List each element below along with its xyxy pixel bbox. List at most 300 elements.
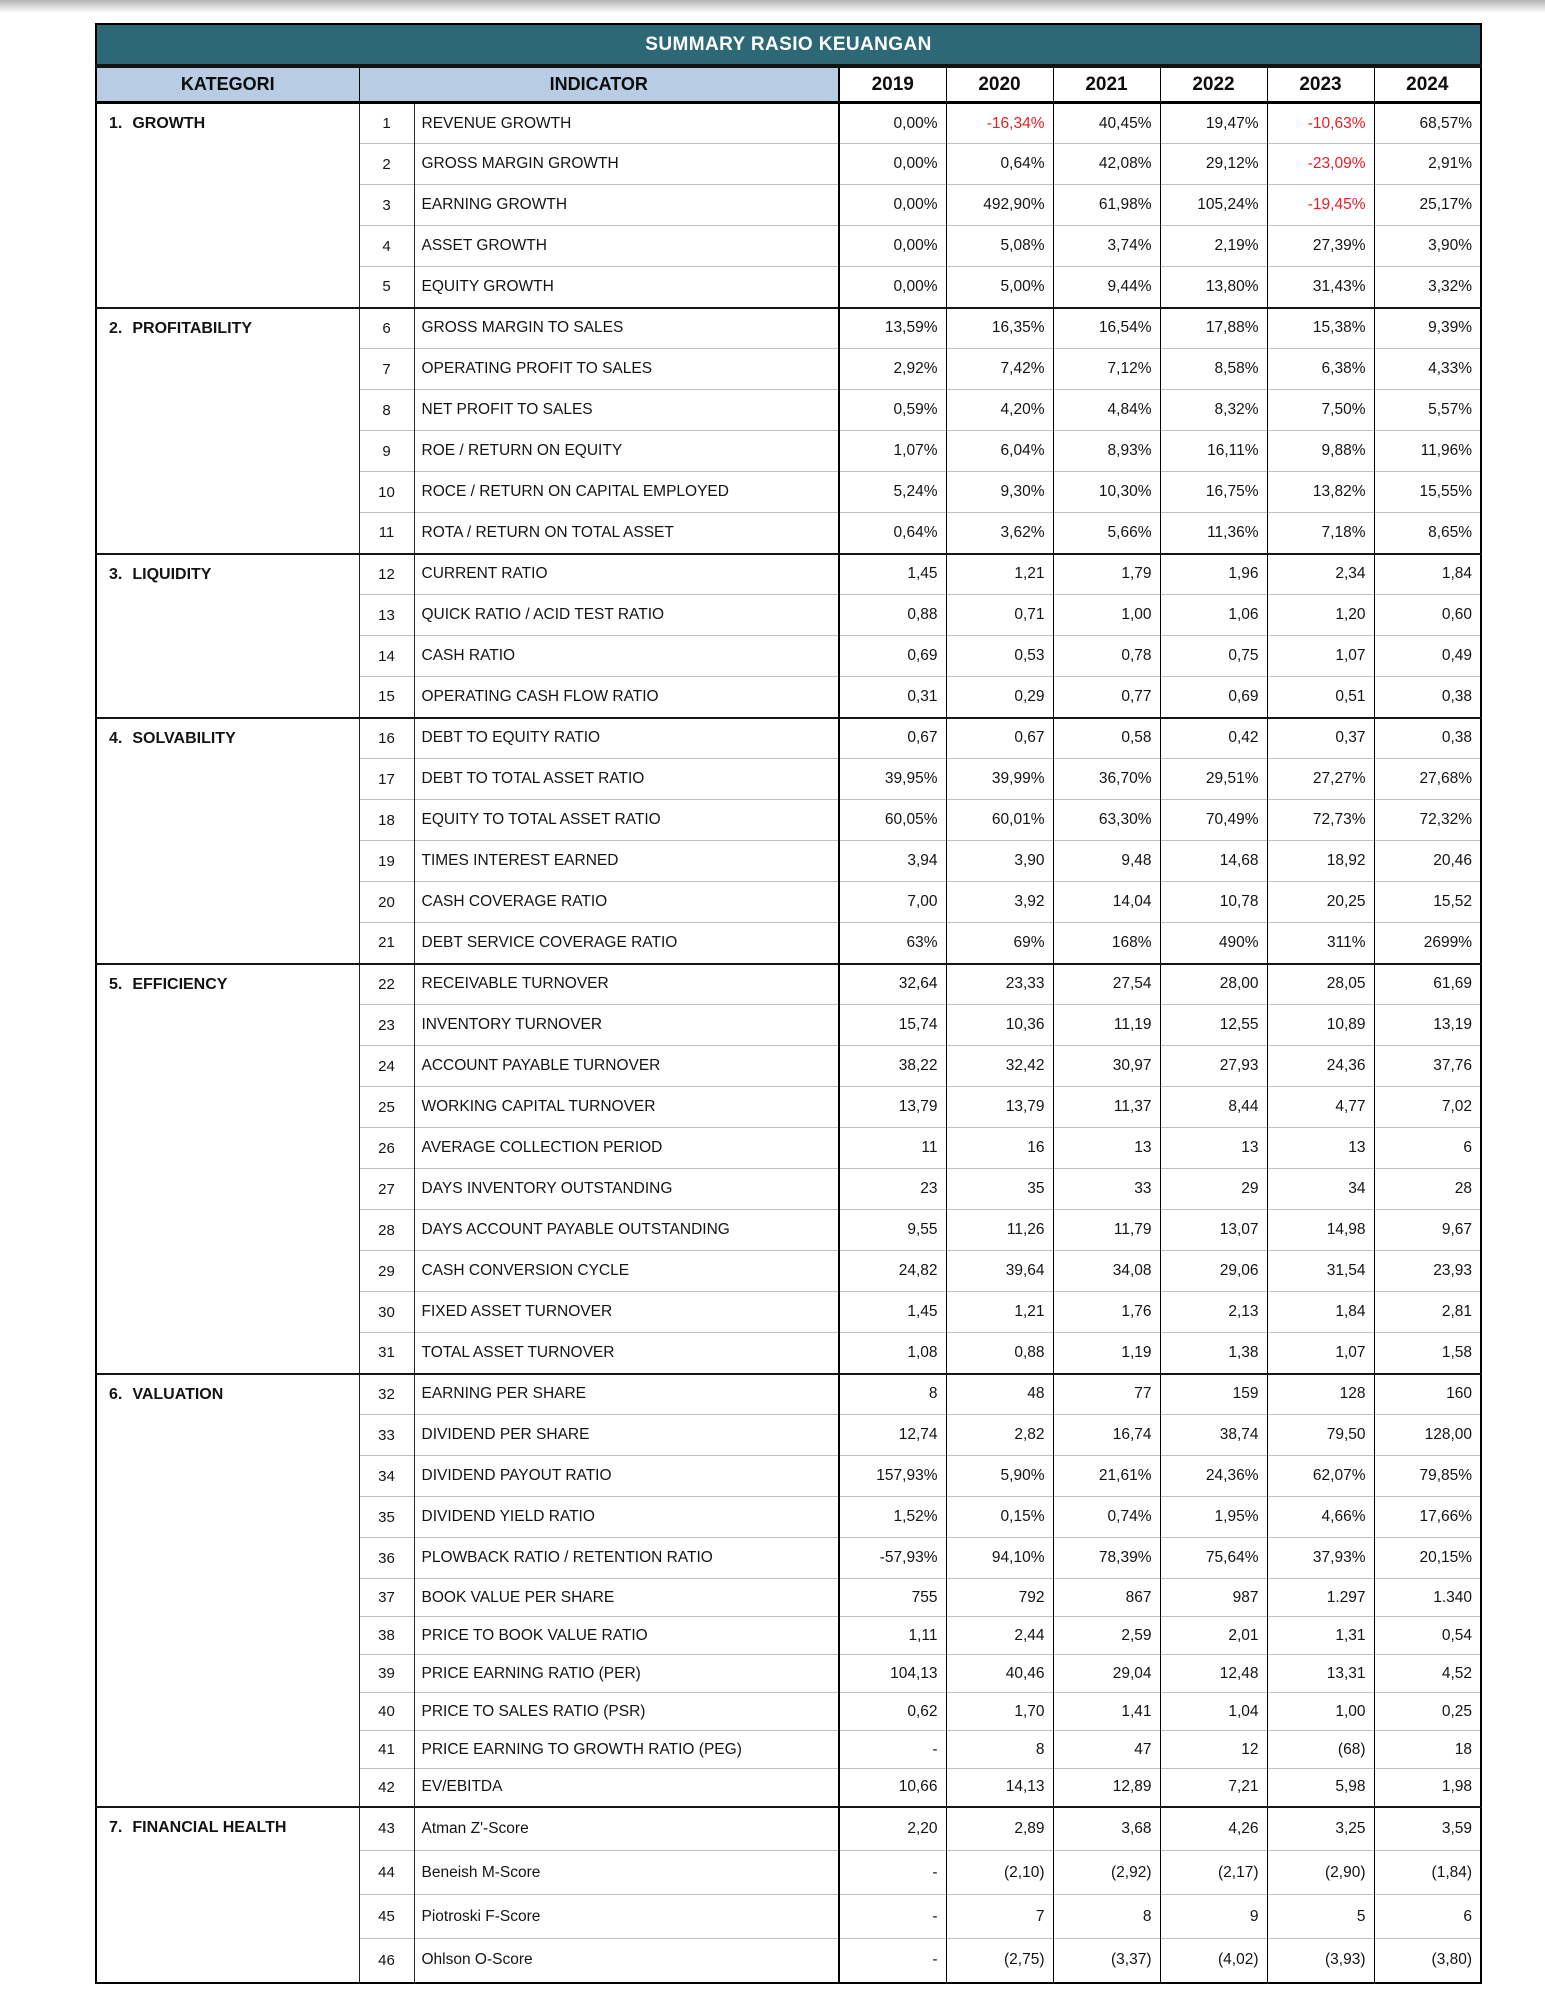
value-cell-2022: 2,19% — [1160, 226, 1267, 267]
value-cell-2021: 2,59 — [1053, 1617, 1160, 1655]
value-cell-2021: 63,30% — [1053, 800, 1160, 841]
value-cell-2023: 2,34 — [1267, 554, 1374, 595]
indicator-cell: Atman Z'-Score — [414, 1807, 839, 1851]
indicator-cell: EQUITY GROWTH — [414, 267, 839, 308]
category-cell — [96, 1374, 359, 1807]
row-number-cell: 44 — [359, 1851, 414, 1895]
value-cell-2019: 0,00% — [839, 103, 946, 144]
value-cell-2023: -19,45% — [1267, 185, 1374, 226]
value-cell-2023: 72,73% — [1267, 800, 1374, 841]
indicator-cell: DEBT TO TOTAL ASSET RATIO — [414, 759, 839, 800]
value-cell-2019: 1,45 — [839, 1292, 946, 1333]
value-cell-2023: 34 — [1267, 1169, 1374, 1210]
value-cell-2021: 16,54% — [1053, 308, 1160, 349]
financial-ratio-summary-table — [95, 23, 1482, 1984]
value-cell-2020: 7 — [946, 1895, 1053, 1939]
value-cell-2021: 61,98% — [1053, 185, 1160, 226]
value-cell-2020: 40,46 — [946, 1655, 1053, 1693]
value-cell-2022: 8,58% — [1160, 349, 1267, 390]
indicator-cell: DIVIDEND PAYOUT RATIO — [414, 1456, 839, 1497]
value-cell-2021: 3,68 — [1053, 1807, 1160, 1851]
category-number: 6. — [109, 1385, 123, 1403]
row-number-cell: 30 — [359, 1292, 414, 1333]
value-cell-2022: (4,02) — [1160, 1939, 1267, 1983]
indicator-cell: Beneish M-Score — [414, 1851, 839, 1895]
value-cell-2024: 37,76 — [1374, 1046, 1481, 1087]
category-number: 3. — [109, 565, 123, 583]
row-number-cell: 39 — [359, 1655, 414, 1693]
value-cell-2024: 160 — [1374, 1374, 1481, 1415]
value-cell-2022: 159 — [1160, 1374, 1267, 1415]
value-cell-2019: 32,64 — [839, 964, 946, 1005]
value-cell-2019: 63% — [839, 923, 946, 964]
value-cell-2023: 5 — [1267, 1895, 1374, 1939]
value-cell-2022: 16,75% — [1160, 472, 1267, 513]
value-cell-2021: 3,74% — [1053, 226, 1160, 267]
value-cell-2023: 15,38% — [1267, 308, 1374, 349]
value-cell-2024: 68,57% — [1374, 103, 1481, 144]
value-cell-2020: 9,30% — [946, 472, 1053, 513]
value-cell-2023: 37,93% — [1267, 1538, 1374, 1579]
value-cell-2021: 11,79 — [1053, 1210, 1160, 1251]
value-cell-2020: 7,42% — [946, 349, 1053, 390]
value-cell-2024: 20,15% — [1374, 1538, 1481, 1579]
indicator-cell: TIMES INTEREST EARNED — [414, 841, 839, 882]
value-cell-2024: 128,00 — [1374, 1415, 1481, 1456]
value-cell-2023: 62,07% — [1267, 1456, 1374, 1497]
value-cell-2024: 0,54 — [1374, 1617, 1481, 1655]
value-cell-2020: 11,26 — [946, 1210, 1053, 1251]
value-cell-2020: 14,13 — [946, 1769, 1053, 1807]
value-cell-2023: 1,07 — [1267, 1333, 1374, 1374]
value-cell-2020: 0,67 — [946, 718, 1053, 759]
row-number-cell: 12 — [359, 554, 414, 595]
indicator-cell: CASH CONVERSION CYCLE — [414, 1251, 839, 1292]
value-cell-2020: 0,64% — [946, 144, 1053, 185]
row-number-cell: 33 — [359, 1415, 414, 1456]
category-label: EFFICIENCY — [132, 975, 228, 993]
value-cell-2024: 0,60 — [1374, 595, 1481, 636]
indicator-cell: QUICK RATIO / ACID TEST RATIO — [414, 595, 839, 636]
value-cell-2021: 21,61% — [1053, 1456, 1160, 1497]
value-cell-2021: 10,30% — [1053, 472, 1160, 513]
value-cell-2022: 13,07 — [1160, 1210, 1267, 1251]
value-cell-2019: 10,66 — [839, 1769, 946, 1807]
title-row — [96, 24, 1481, 66]
value-cell-2021: 16,74 — [1053, 1415, 1160, 1456]
row-number-cell: 27 — [359, 1169, 414, 1210]
value-cell-2023: 4,66% — [1267, 1497, 1374, 1538]
indicator-cell: WORKING CAPITAL TURNOVER — [414, 1087, 839, 1128]
value-cell-2024: 0,49 — [1374, 636, 1481, 677]
indicator-cell: DAYS INVENTORY OUTSTANDING — [414, 1169, 839, 1210]
value-cell-2022: 8,44 — [1160, 1087, 1267, 1128]
category-cell — [96, 554, 359, 718]
value-cell-2022: 29,12% — [1160, 144, 1267, 185]
row-number-cell: 37 — [359, 1579, 414, 1617]
indicator-cell: DIVIDEND YIELD RATIO — [414, 1497, 839, 1538]
indicator-cell: ACCOUNT PAYABLE TURNOVER — [414, 1046, 839, 1087]
value-cell-2021: 77 — [1053, 1374, 1160, 1415]
value-cell-2020: 0,53 — [946, 636, 1053, 677]
value-cell-2019: - — [839, 1895, 946, 1939]
row-number-cell: 6 — [359, 308, 414, 349]
value-cell-2022: 10,78 — [1160, 882, 1267, 923]
value-cell-2021: 33 — [1053, 1169, 1160, 1210]
row-number-cell: 32 — [359, 1374, 414, 1415]
value-cell-2021: 867 — [1053, 1579, 1160, 1617]
value-cell-2022: 12 — [1160, 1731, 1267, 1769]
value-cell-2021: (3,37) — [1053, 1939, 1160, 1983]
value-cell-2023: 20,25 — [1267, 882, 1374, 923]
value-cell-2022: 29,06 — [1160, 1251, 1267, 1292]
value-cell-2019: 8 — [839, 1374, 946, 1415]
value-cell-2021: 13 — [1053, 1128, 1160, 1169]
indicator-cell: ROTA / RETURN ON TOTAL ASSET — [414, 513, 839, 554]
value-cell-2019: 38,22 — [839, 1046, 946, 1087]
row-number-cell: 35 — [359, 1497, 414, 1538]
value-cell-2023: 4,77 — [1267, 1087, 1374, 1128]
value-cell-2024: 15,52 — [1374, 882, 1481, 923]
category-label: GROWTH — [132, 115, 206, 132]
value-cell-2023: 7,50% — [1267, 390, 1374, 431]
value-cell-2020: 3,90 — [946, 841, 1053, 882]
row-number-cell: 4 — [359, 226, 414, 267]
value-cell-2023: 9,88% — [1267, 431, 1374, 472]
value-cell-2024: 4,52 — [1374, 1655, 1481, 1693]
value-cell-2021: (2,92) — [1053, 1851, 1160, 1895]
value-cell-2023: 13 — [1267, 1128, 1374, 1169]
value-cell-2019: 0,00% — [839, 267, 946, 308]
year-header-2024: 2024 — [1374, 66, 1481, 103]
value-cell-2019: 0,00% — [839, 185, 946, 226]
value-cell-2020: 39,99% — [946, 759, 1053, 800]
value-cell-2020: 48 — [946, 1374, 1053, 1415]
value-cell-2024: 6 — [1374, 1895, 1481, 1939]
row-number-cell: 43 — [359, 1807, 414, 1851]
row-number-cell: 38 — [359, 1617, 414, 1655]
value-cell-2024: (3,80) — [1374, 1939, 1481, 1983]
value-cell-2020: 0,71 — [946, 595, 1053, 636]
value-cell-2020: 8 — [946, 1731, 1053, 1769]
value-cell-2020: 1,70 — [946, 1693, 1053, 1731]
value-cell-2021: 4,84% — [1053, 390, 1160, 431]
value-cell-2024: 1,84 — [1374, 554, 1481, 595]
value-cell-2019: 24,82 — [839, 1251, 946, 1292]
value-cell-2019: 5,24% — [839, 472, 946, 513]
category-number: 2. — [109, 319, 123, 337]
value-cell-2019: 3,94 — [839, 841, 946, 882]
value-cell-2021: 36,70% — [1053, 759, 1160, 800]
category-cell — [96, 308, 359, 554]
row-number-cell: 15 — [359, 677, 414, 718]
row-number-cell: 42 — [359, 1769, 414, 1807]
row-number-cell: 34 — [359, 1456, 414, 1497]
category-number: 1. — [109, 115, 123, 132]
value-cell-2023: 0,51 — [1267, 677, 1374, 718]
value-cell-2023: 3,25 — [1267, 1807, 1374, 1851]
category-number: 4. — [109, 729, 123, 747]
row-number-cell: 14 — [359, 636, 414, 677]
value-cell-2024: 5,57% — [1374, 390, 1481, 431]
value-cell-2019: 13,59% — [839, 308, 946, 349]
value-cell-2022: 987 — [1160, 1579, 1267, 1617]
value-cell-2021: 78,39% — [1053, 1538, 1160, 1579]
value-cell-2023: 1,84 — [1267, 1292, 1374, 1333]
value-cell-2023: -10,63% — [1267, 103, 1374, 144]
value-cell-2022: 1,38 — [1160, 1333, 1267, 1374]
value-cell-2024: 8,65% — [1374, 513, 1481, 554]
value-cell-2019: - — [839, 1731, 946, 1769]
value-cell-2021: 0,77 — [1053, 677, 1160, 718]
value-cell-2019: 15,74 — [839, 1005, 946, 1046]
value-cell-2022: 11,36% — [1160, 513, 1267, 554]
value-cell-2022: 14,68 — [1160, 841, 1267, 882]
value-cell-2019: 2,20 — [839, 1807, 946, 1851]
value-cell-2021: 1,19 — [1053, 1333, 1160, 1374]
value-cell-2020: 69% — [946, 923, 1053, 964]
value-cell-2020: 792 — [946, 1579, 1053, 1617]
value-cell-2019: 0,69 — [839, 636, 946, 677]
value-cell-2023: 1,00 — [1267, 1693, 1374, 1731]
indicator-cell: EV/EBITDA — [414, 1769, 839, 1807]
value-cell-2023: 1,20 — [1267, 595, 1374, 636]
value-cell-2022: 1,96 — [1160, 554, 1267, 595]
indicator-cell: BOOK VALUE PER SHARE — [414, 1579, 839, 1617]
value-cell-2020: 2,89 — [946, 1807, 1053, 1851]
row-number-cell: 41 — [359, 1731, 414, 1769]
value-cell-2024: 17,66% — [1374, 1497, 1481, 1538]
row-number-cell: 13 — [359, 595, 414, 636]
indicator-cell: DIVIDEND PER SHARE — [414, 1415, 839, 1456]
value-cell-2022: 2,13 — [1160, 1292, 1267, 1333]
value-cell-2021: 12,89 — [1053, 1769, 1160, 1807]
indicator-cell: GROSS MARGIN TO SALES — [414, 308, 839, 349]
value-cell-2022: 7,21 — [1160, 1769, 1267, 1807]
value-cell-2020: 0,88 — [946, 1333, 1053, 1374]
indicator-cell: RECEIVABLE TURNOVER — [414, 964, 839, 1005]
value-cell-2023: (68) — [1267, 1731, 1374, 1769]
indicator-cell: ROE / RETURN ON EQUITY — [414, 431, 839, 472]
value-cell-2023: 1,07 — [1267, 636, 1374, 677]
value-cell-2020: 2,44 — [946, 1617, 1053, 1655]
value-cell-2023: 13,31 — [1267, 1655, 1374, 1693]
indicator-cell: PRICE EARNING TO GROWTH RATIO (PEG) — [414, 1731, 839, 1769]
value-cell-2022: 9 — [1160, 1895, 1267, 1939]
value-cell-2020: 5,08% — [946, 226, 1053, 267]
value-cell-2020: 16 — [946, 1128, 1053, 1169]
indicator-cell: DEBT TO EQUITY RATIO — [414, 718, 839, 759]
category-label: PROFITABILITY — [132, 319, 253, 337]
value-cell-2024: 3,90% — [1374, 226, 1481, 267]
value-cell-2024: 11,96% — [1374, 431, 1481, 472]
value-cell-2024: 18 — [1374, 1731, 1481, 1769]
value-cell-2020: 1,21 — [946, 1292, 1053, 1333]
row-number-cell: 10 — [359, 472, 414, 513]
value-cell-2020: 35 — [946, 1169, 1053, 1210]
row-number-cell: 8 — [359, 390, 414, 431]
value-cell-2019: - — [839, 1851, 946, 1895]
row-number-cell: 45 — [359, 1895, 414, 1939]
indicator-cell: OPERATING PROFIT TO SALES — [414, 349, 839, 390]
indicator-cell: REVENUE GROWTH — [414, 103, 839, 144]
value-cell-2020: 1,21 — [946, 554, 1053, 595]
value-cell-2021: 11,37 — [1053, 1087, 1160, 1128]
value-cell-2022: 24,36% — [1160, 1456, 1267, 1497]
value-cell-2021: 7,12% — [1053, 349, 1160, 390]
value-cell-2024: 0,38 — [1374, 718, 1481, 759]
indicator-cell: EQUITY TO TOTAL ASSET RATIO — [414, 800, 839, 841]
indicator-cell: PRICE EARNING RATIO (PER) — [414, 1655, 839, 1693]
row-number-cell: 11 — [359, 513, 414, 554]
value-cell-2021: 0,74% — [1053, 1497, 1160, 1538]
column-header-indicator: INDICATOR — [359, 66, 839, 103]
value-cell-2024: 23,93 — [1374, 1251, 1481, 1292]
value-cell-2023: 18,92 — [1267, 841, 1374, 882]
value-cell-2023: (2,90) — [1267, 1851, 1374, 1895]
table-row — [96, 554, 1481, 595]
value-cell-2020: 6,04% — [946, 431, 1053, 472]
value-cell-2021: 47 — [1053, 1731, 1160, 1769]
indicator-cell: CASH RATIO — [414, 636, 839, 677]
value-cell-2024: 9,67 — [1374, 1210, 1481, 1251]
category-number: 7. — [109, 1818, 123, 1836]
value-cell-2019: 755 — [839, 1579, 946, 1617]
row-number-cell: 24 — [359, 1046, 414, 1087]
indicator-cell: EARNING PER SHARE — [414, 1374, 839, 1415]
value-cell-2022: 38,74 — [1160, 1415, 1267, 1456]
value-cell-2021: 11,19 — [1053, 1005, 1160, 1046]
row-number-cell: 9 — [359, 431, 414, 472]
value-cell-2020: 60,01% — [946, 800, 1053, 841]
value-cell-2022: 8,32% — [1160, 390, 1267, 431]
value-cell-2020: 0,29 — [946, 677, 1053, 718]
page-top-shade — [0, 0, 1545, 13]
value-cell-2019: - — [839, 1939, 946, 1983]
row-number-cell: 26 — [359, 1128, 414, 1169]
value-cell-2021: 1,76 — [1053, 1292, 1160, 1333]
value-cell-2024: 3,59 — [1374, 1807, 1481, 1851]
value-cell-2022: 19,47% — [1160, 103, 1267, 144]
value-cell-2019: 12,74 — [839, 1415, 946, 1456]
value-cell-2023: 1.297 — [1267, 1579, 1374, 1617]
value-cell-2024: 3,32% — [1374, 267, 1481, 308]
row-number-cell: 17 — [359, 759, 414, 800]
row-number-cell: 31 — [359, 1333, 414, 1374]
value-cell-2024: 6 — [1374, 1128, 1481, 1169]
value-cell-2022: 0,42 — [1160, 718, 1267, 759]
value-cell-2022: 13 — [1160, 1128, 1267, 1169]
value-cell-2024: 0,25 — [1374, 1693, 1481, 1731]
table-row — [96, 718, 1481, 759]
row-number-cell: 46 — [359, 1939, 414, 1983]
year-header-2023: 2023 — [1267, 66, 1374, 103]
table-row — [96, 308, 1481, 349]
row-number-cell: 28 — [359, 1210, 414, 1251]
year-header-2020: 2020 — [946, 66, 1053, 103]
indicator-cell: Ohlson O-Score — [414, 1939, 839, 1983]
row-number-cell: 5 — [359, 267, 414, 308]
value-cell-2019: 0,67 — [839, 718, 946, 759]
value-cell-2024: 9,39% — [1374, 308, 1481, 349]
table-row — [96, 1807, 1481, 1851]
indicator-cell: INVENTORY TURNOVER — [414, 1005, 839, 1046]
category-label: FINANCIAL HEALTH — [132, 1818, 287, 1836]
value-cell-2021: 29,04 — [1053, 1655, 1160, 1693]
value-cell-2019: 7,00 — [839, 882, 946, 923]
indicator-cell: AVERAGE COLLECTION PERIOD — [414, 1128, 839, 1169]
category-label: VALUATION — [132, 1385, 224, 1403]
row-number-cell: 20 — [359, 882, 414, 923]
value-cell-2019: 1,52% — [839, 1497, 946, 1538]
value-cell-2019: 11 — [839, 1128, 946, 1169]
value-cell-2022: 105,24% — [1160, 185, 1267, 226]
value-cell-2023: 311% — [1267, 923, 1374, 964]
value-cell-2021: 8 — [1053, 1895, 1160, 1939]
value-cell-2019: 0,31 — [839, 677, 946, 718]
value-cell-2020: 2,82 — [946, 1415, 1053, 1456]
value-cell-2021: 27,54 — [1053, 964, 1160, 1005]
report-title: SUMMARY RASIO KEUANGAN — [96, 24, 1481, 66]
indicator-cell: EARNING GROWTH — [414, 185, 839, 226]
value-cell-2024: 25,17% — [1374, 185, 1481, 226]
value-cell-2023: 10,89 — [1267, 1005, 1374, 1046]
value-cell-2024: 15,55% — [1374, 472, 1481, 513]
row-number-cell: 7 — [359, 349, 414, 390]
value-cell-2022: 16,11% — [1160, 431, 1267, 472]
row-number-cell: 36 — [359, 1538, 414, 1579]
value-cell-2024: 0,38 — [1374, 677, 1481, 718]
value-cell-2021: 40,45% — [1053, 103, 1160, 144]
row-number-cell: 1 — [359, 103, 414, 144]
value-cell-2021: 8,93% — [1053, 431, 1160, 472]
year-header-2021: 2021 — [1053, 66, 1160, 103]
value-cell-2024: 1,98 — [1374, 1769, 1481, 1807]
value-cell-2022: 1,06 — [1160, 595, 1267, 636]
value-cell-2022: (2,17) — [1160, 1851, 1267, 1895]
value-cell-2023: 5,98 — [1267, 1769, 1374, 1807]
indicator-cell: GROSS MARGIN GROWTH — [414, 144, 839, 185]
value-cell-2022: 4,26 — [1160, 1807, 1267, 1851]
table-row — [96, 964, 1481, 1005]
value-cell-2019: 1,45 — [839, 554, 946, 595]
value-cell-2020: 39,64 — [946, 1251, 1053, 1292]
value-cell-2024: 2,81 — [1374, 1292, 1481, 1333]
value-cell-2022: 1,04 — [1160, 1693, 1267, 1731]
category-cell — [96, 718, 359, 964]
value-cell-2020: 13,79 — [946, 1087, 1053, 1128]
value-cell-2019: 157,93% — [839, 1456, 946, 1497]
column-header-kategori: KATEGORI — [96, 66, 359, 103]
value-cell-2022: 27,93 — [1160, 1046, 1267, 1087]
value-cell-2019: 0,00% — [839, 226, 946, 267]
category-cell — [96, 1807, 359, 1983]
value-cell-2021: 0,78 — [1053, 636, 1160, 677]
table-body — [96, 103, 1481, 1983]
row-number-cell: 3 — [359, 185, 414, 226]
category-cell — [96, 103, 359, 308]
year-header-2019: 2019 — [839, 66, 946, 103]
row-number-cell: 2 — [359, 144, 414, 185]
value-cell-2021: 30,97 — [1053, 1046, 1160, 1087]
value-cell-2019: 1,07% — [839, 431, 946, 472]
value-cell-2023: 31,43% — [1267, 267, 1374, 308]
value-cell-2020: 4,20% — [946, 390, 1053, 431]
value-cell-2023: 28,05 — [1267, 964, 1374, 1005]
value-cell-2020: 3,62% — [946, 513, 1053, 554]
value-cell-2022: 1,95% — [1160, 1497, 1267, 1538]
value-cell-2024: 28 — [1374, 1169, 1481, 1210]
